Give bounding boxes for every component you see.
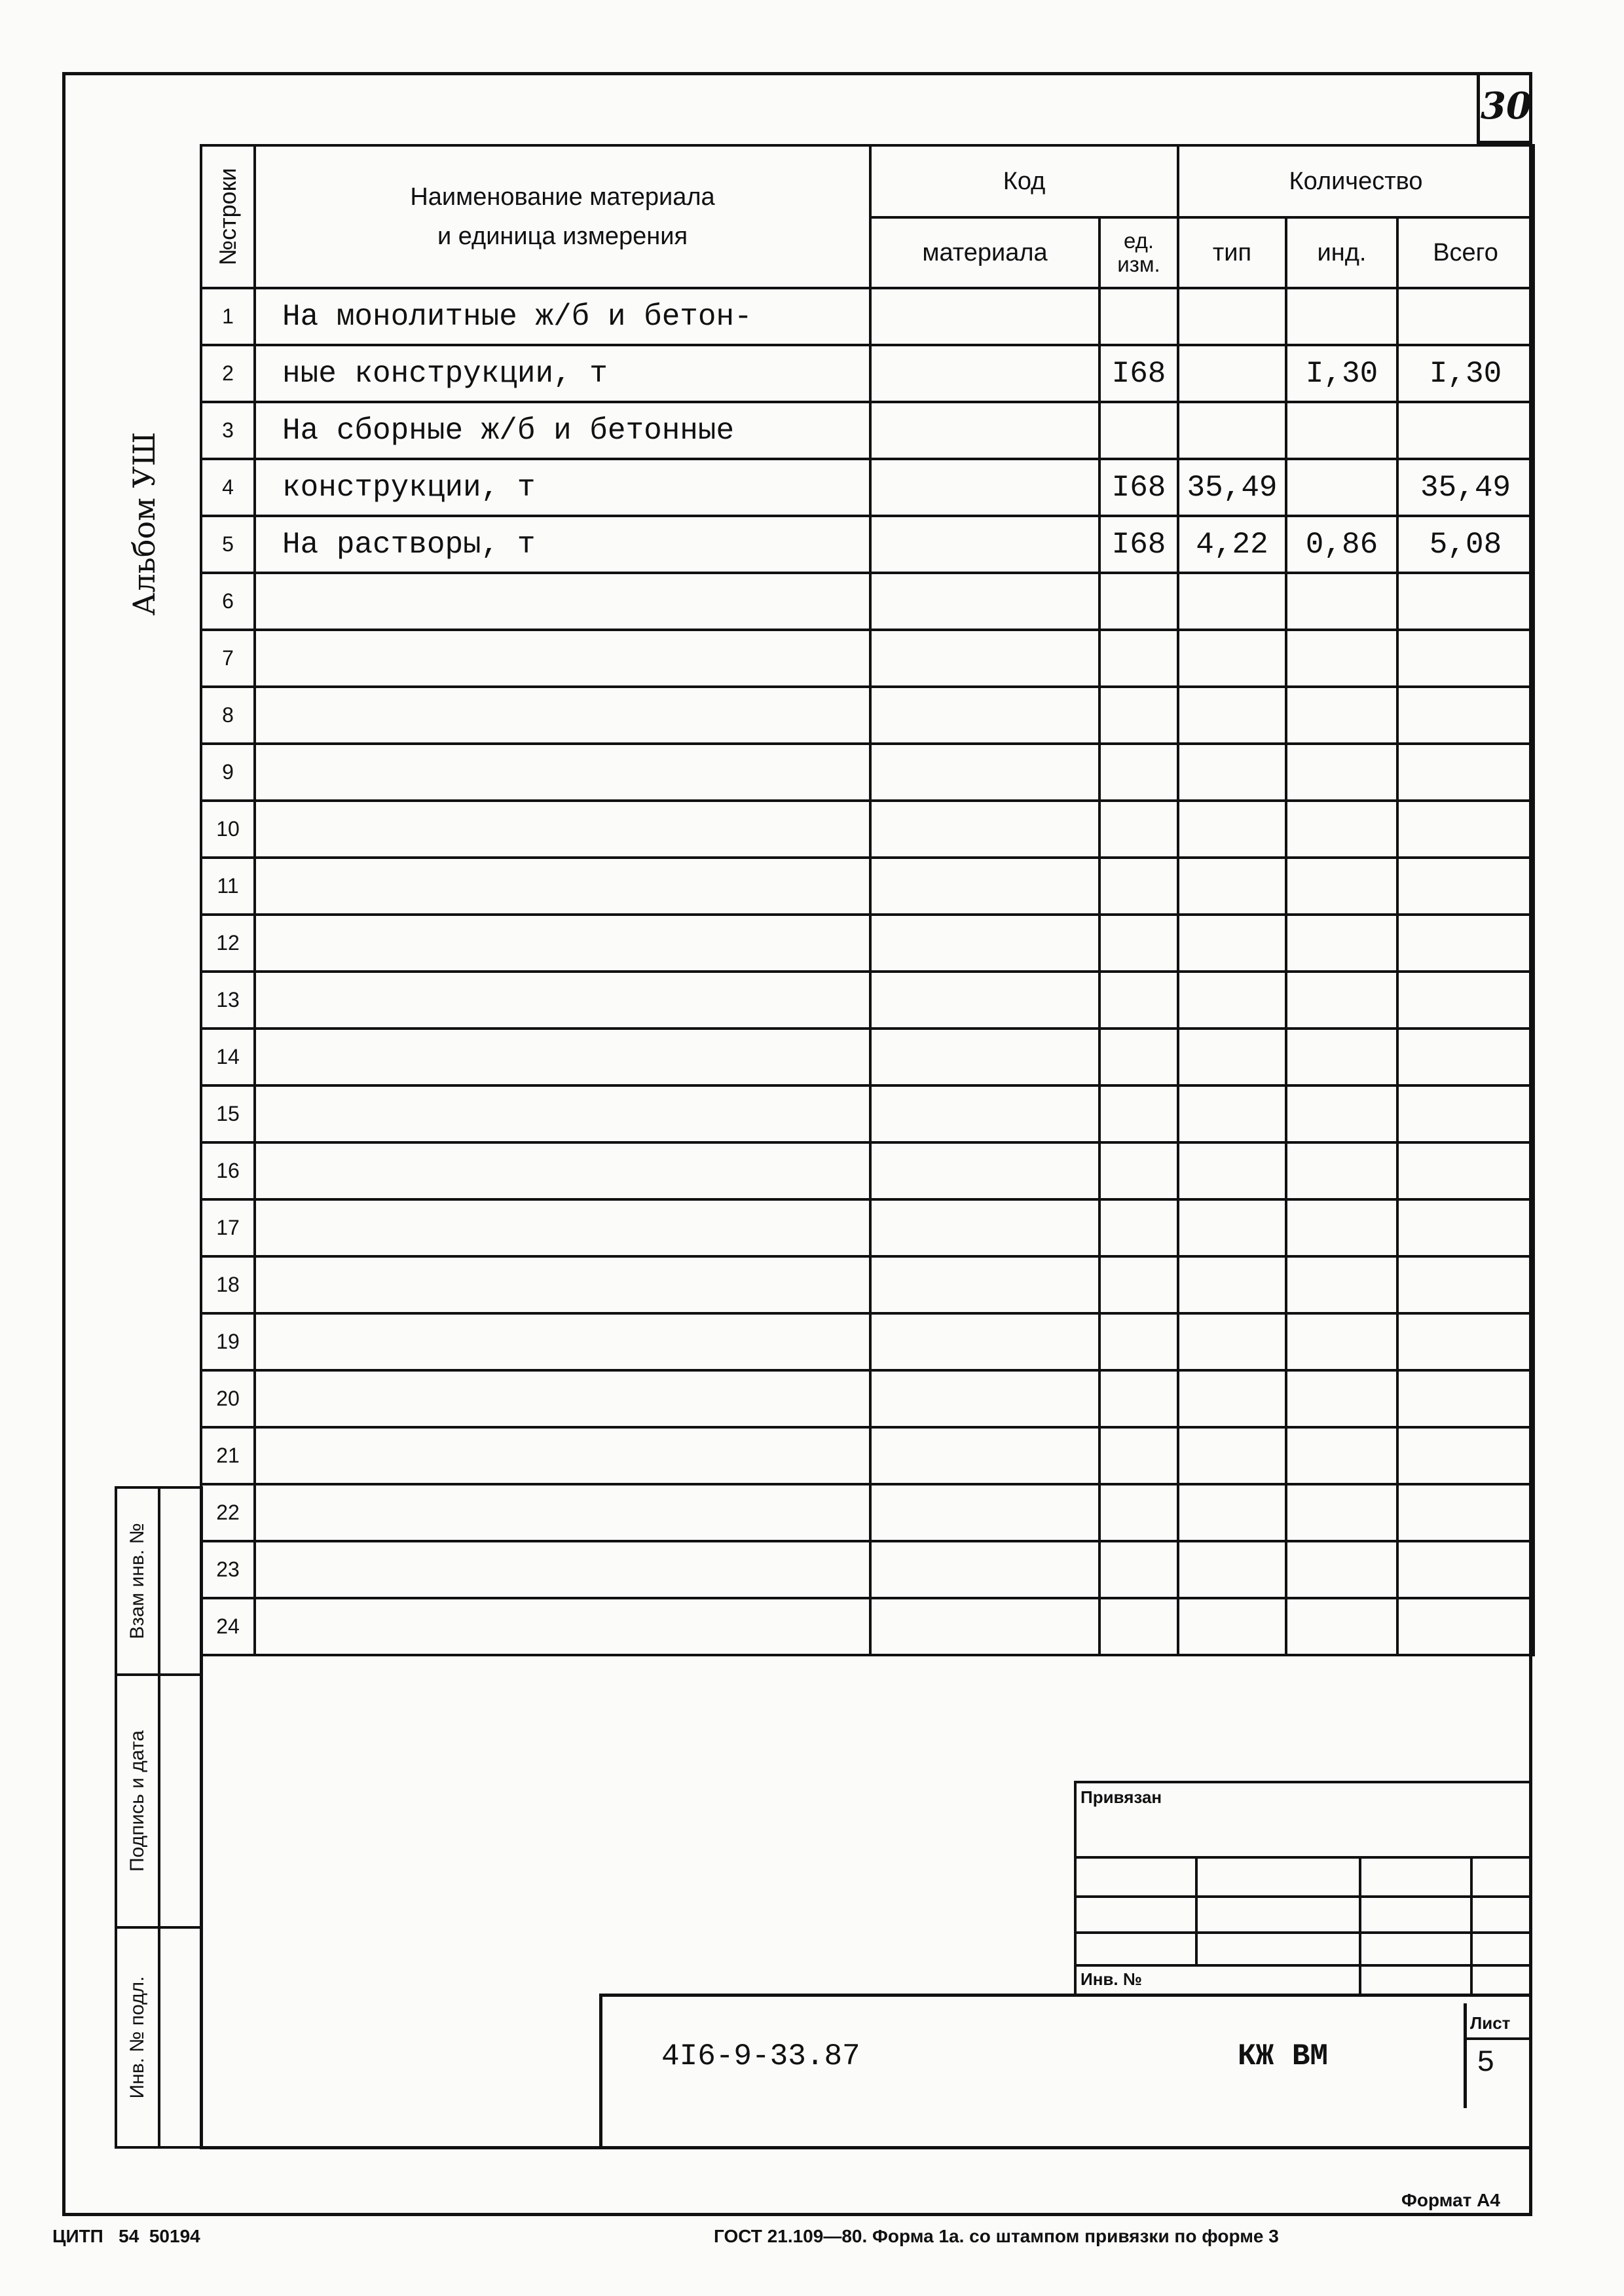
row-unit-code [1099,1427,1178,1484]
row-total [1397,1370,1534,1427]
row-typ [1178,1484,1286,1541]
row-typ: 4,22 [1178,516,1286,573]
row-typ [1178,402,1286,459]
row-material-code [870,459,1099,516]
row-unit-code [1099,402,1178,459]
row-total [1397,972,1534,1029]
row-name [255,1598,870,1655]
row-ind [1286,573,1397,630]
row-typ [1178,972,1286,1029]
row-number: 2 [201,345,255,402]
row-ind [1286,1427,1397,1484]
row-total [1397,1598,1534,1655]
row-name [255,1370,870,1427]
table-row [201,1199,1534,1256]
row-material-code [870,630,1099,687]
table-row [201,630,1534,687]
row-total [1397,1029,1534,1085]
row-name: На растворы, т [255,516,870,573]
binding-stamp [1074,1781,1532,1994]
stamp-vline-3 [1470,1856,1473,1994]
table-row [201,1598,1534,1655]
row-typ [1178,915,1286,972]
table-row [201,345,1534,402]
code-header: Код [870,145,1178,217]
row-name [255,573,870,630]
row-total [1397,858,1534,915]
table-row [201,459,1534,516]
row-material-code [870,1427,1099,1484]
unit-header: ед. изм. [1099,217,1178,288]
stamp-line-4 [1074,1964,1532,1967]
row-ind [1286,1541,1397,1598]
row-typ [1178,1256,1286,1313]
row-number: 6 [201,573,255,630]
sheet-label: Лист [1470,2013,1511,2033]
row-number: 4 [201,459,255,516]
row-name [255,1142,870,1199]
row-typ [1178,630,1286,687]
row-total [1397,915,1534,972]
row-total [1397,687,1534,744]
row-unit-code [1099,1029,1178,1085]
row-ind [1286,1256,1397,1313]
row-unit-code [1099,915,1178,972]
row-material-code [870,573,1099,630]
left-rule [200,1486,203,2149]
table-row [201,1541,1534,1598]
row-ind [1286,288,1397,345]
materials-table [200,144,1535,1656]
row-material-code [870,1313,1099,1370]
stamp-vline-2 [1359,1856,1361,1994]
row-material-code [870,744,1099,801]
row-material-code [870,516,1099,573]
row-ind [1286,1199,1397,1256]
row-material-code [870,858,1099,915]
row-unit-code [1099,1142,1178,1199]
row-number: 10 [201,801,255,858]
stamp-line-3 [1074,1931,1532,1934]
table-row [201,1142,1534,1199]
row-unit-code [1099,573,1178,630]
row-typ [1178,687,1286,744]
row-typ [1178,801,1286,858]
row-typ [1178,744,1286,801]
row-name [255,1256,870,1313]
table-row [201,801,1534,858]
album-label: Альбом УШ [126,431,162,616]
row-unit-code [1099,1541,1178,1598]
row-name [255,801,870,858]
row-unit-code [1099,288,1178,345]
row-number: 11 [201,858,255,915]
row-total [1397,573,1534,630]
stamp-vline-1 [1195,1856,1198,1964]
inv-no-label: Инв. № [1080,1969,1142,1989]
row-typ [1178,1427,1286,1484]
row-number: 23 [201,1541,255,1598]
row-number: 19 [201,1313,255,1370]
table-row [201,1370,1534,1427]
row-ind [1286,1484,1397,1541]
row-material-code [870,402,1099,459]
table-row [201,858,1534,915]
row-number: 21 [201,1427,255,1484]
row-material-code [870,1085,1099,1142]
sheet-box-divider [1464,2037,1532,2040]
row-number: 1 [201,288,255,345]
table-row [201,288,1534,345]
podpis-label: Подпись и дата [115,1673,160,1929]
row-typ [1178,1370,1286,1427]
sheet-value: 5 [1477,2046,1495,2080]
row-name [255,915,870,972]
row-typ [1178,1199,1286,1256]
row-total [1397,1142,1534,1199]
row-unit-code [1099,1256,1178,1313]
row-name [255,1484,870,1541]
footer-right: ГОСТ 21.109—80. Форма 1а. со штампом привязки по форме 3 [714,2226,1279,2246]
row-name [255,744,870,801]
row-name [255,1541,870,1598]
row-ind: I,30 [1286,345,1397,402]
row-typ [1178,858,1286,915]
row-ind [1286,1142,1397,1199]
sheet-number: 30 [1477,72,1532,144]
row-material-code [870,345,1099,402]
row-number: 13 [201,972,255,1029]
row-ind: 0,86 [1286,516,1397,573]
row-unit-code [1099,687,1178,744]
row-total [1397,630,1534,687]
table-row [201,744,1534,801]
row-ind [1286,915,1397,972]
table-row [201,573,1534,630]
row-no-header: №строки [201,145,255,288]
row-material-code [870,1370,1099,1427]
row-number: 15 [201,1085,255,1142]
row-number: 16 [201,1142,255,1199]
quantity-header: Количество [1178,145,1534,217]
row-unit-code [1099,858,1178,915]
row-number: 14 [201,1029,255,1085]
row-unit-code [1099,1370,1178,1427]
row-ind [1286,1313,1397,1370]
table-row [201,1427,1534,1484]
row-material-code [870,1029,1099,1085]
row-number: 22 [201,1484,255,1541]
table-row [201,1029,1534,1085]
row-unit-code: I68 [1099,459,1178,516]
row-unit-code [1099,744,1178,801]
row-total [1397,402,1534,459]
row-number: 17 [201,1199,255,1256]
row-material-code [870,1598,1099,1655]
row-number: 18 [201,1256,255,1313]
privyazan-label: Привязан [1080,1787,1162,1807]
row-typ: 35,49 [1178,459,1286,516]
table-row [201,1256,1534,1313]
row-typ [1178,1142,1286,1199]
row-ind [1286,744,1397,801]
ind-header: инд. [1286,217,1397,288]
row-ind [1286,459,1397,516]
row-name [255,630,870,687]
row-total [1397,1313,1534,1370]
row-number: 24 [201,1598,255,1655]
row-total [1397,1427,1534,1484]
row-ind [1286,1598,1397,1655]
row-ind [1286,801,1397,858]
typ-header: тип [1178,217,1286,288]
footer-left: ЦИТП 54 50194 [52,2226,200,2246]
row-unit-code [1099,972,1178,1029]
row-total: 35,49 [1397,459,1534,516]
row-ind [1286,1085,1397,1142]
row-typ [1178,288,1286,345]
vzam-inv-label: Взам инв. № [115,1486,160,1676]
row-unit-code [1099,1313,1178,1370]
format-label: Формат А4 [1401,2190,1500,2210]
inv-podl-label: Инв. № подл. [115,1926,160,2149]
stamp-line-2 [1074,1895,1532,1898]
row-name [255,858,870,915]
row-name: ные конструкции, т [255,345,870,402]
row-material-code [870,1256,1099,1313]
row-total [1397,1085,1534,1142]
row-name: конструкции, т [255,459,870,516]
row-total: I,30 [1397,345,1534,402]
row-name [255,1029,870,1085]
row-number: 12 [201,915,255,972]
row-unit-code [1099,1598,1178,1655]
row-ind [1286,687,1397,744]
row-material-code [870,687,1099,744]
stamp-line-1 [1074,1856,1532,1859]
row-material-code [870,1484,1099,1541]
row-number: 7 [201,630,255,687]
row-typ [1178,1598,1286,1655]
row-number: 5 [201,516,255,573]
row-number: 9 [201,744,255,801]
row-name [255,1427,870,1484]
row-ind [1286,858,1397,915]
row-name: На сборные ж/б и бетонные [255,402,870,459]
row-typ [1178,1029,1286,1085]
row-total [1397,1256,1534,1313]
row-number: 20 [201,1370,255,1427]
table-row [201,915,1534,972]
material-code-header: материала [870,217,1099,288]
row-total [1397,744,1534,801]
table-row [201,402,1534,459]
row-ind [1286,402,1397,459]
row-name [255,1085,870,1142]
total-header: Всего [1397,217,1534,288]
doc-mark: КЖ ВМ [1238,2039,1329,2073]
row-material-code [870,1541,1099,1598]
row-unit-code [1099,801,1178,858]
row-material-code [870,1199,1099,1256]
row-unit-code [1099,1484,1178,1541]
row-total [1397,1484,1534,1541]
table-row [201,1313,1534,1370]
row-unit-code [1099,630,1178,687]
row-typ [1178,345,1286,402]
name-header: Наименование материала и единица измерения [255,145,870,288]
row-unit-code [1099,1199,1178,1256]
row-total [1397,1199,1534,1256]
row-typ [1178,1313,1286,1370]
row-name [255,1199,870,1256]
table-row [201,516,1534,573]
table-row [201,972,1534,1029]
row-material-code [870,915,1099,972]
row-number: 3 [201,402,255,459]
row-typ [1178,573,1286,630]
row-total [1397,1541,1534,1598]
row-typ [1178,1085,1286,1142]
row-typ [1178,1541,1286,1598]
row-ind [1286,972,1397,1029]
row-ind [1286,1370,1397,1427]
row-number: 8 [201,687,255,744]
table-row [201,1085,1534,1142]
table-row [201,687,1534,744]
row-total: 5,08 [1397,516,1534,573]
row-name [255,972,870,1029]
row-material-code [870,1142,1099,1199]
row-name [255,687,870,744]
row-total [1397,288,1534,345]
row-ind [1286,1029,1397,1085]
row-material-code [870,288,1099,345]
row-material-code [870,801,1099,858]
row-total [1397,801,1534,858]
row-ind [1286,630,1397,687]
row-unit-code [1099,1085,1178,1142]
row-name: На монолитные ж/б и бетон- [255,288,870,345]
row-name [255,1313,870,1370]
table-row [201,1484,1534,1541]
row-unit-code: I68 [1099,345,1178,402]
row-unit-code: I68 [1099,516,1178,573]
row-material-code [870,972,1099,1029]
doc-code: 4I6-9-33.87 [661,2039,860,2073]
